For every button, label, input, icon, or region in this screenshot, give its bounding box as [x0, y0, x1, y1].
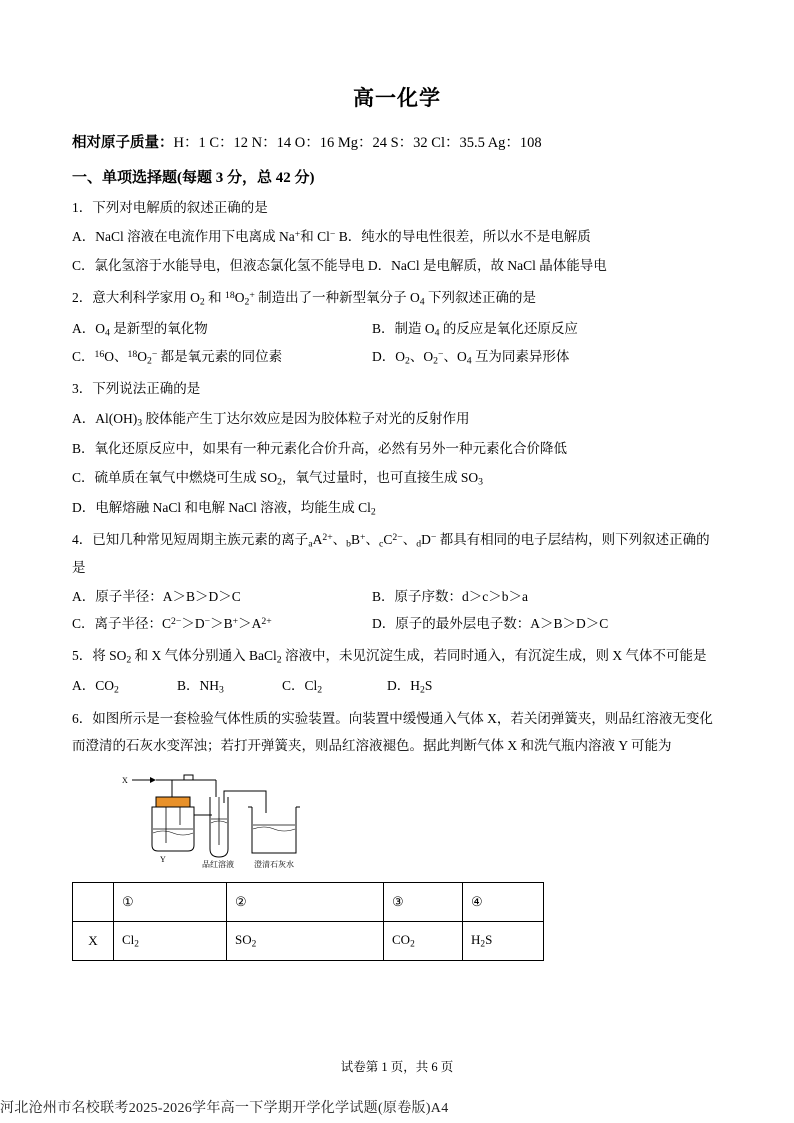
option-c[interactable]: C．$^{16}$O、$^{18}O_2^-$ 都是氧元素的同位素 — [72, 348, 283, 367]
option-row — [72, 315, 722, 343]
option-b[interactable]: B．氧化还原反应中，如果有一种元素化合价升高，必然有另外一种元素化合价降低 — [72, 440, 568, 456]
question-5-number: 5． — [72, 648, 93, 664]
option-b[interactable]: B．纯水的导电性很差，所以水不是电解质 — [338, 229, 591, 245]
option-row — [72, 223, 722, 250]
option-a[interactable]: A．NaCl 溶液在电流作用下电离成 Na+和 Cl− — [72, 229, 336, 245]
figure-label-x: X — [122, 775, 128, 785]
option-a[interactable]: A．原子半径：A＞B＞D＞C — [72, 589, 241, 605]
option-a[interactable]: A．$Al(OH)_3$ 胶体能产生丁达尔效应是因为胶体粒子对光的反射作用 — [72, 410, 470, 429]
table-header-row — [73, 882, 544, 921]
option-d[interactable]: D．$H_2S$ — [387, 678, 433, 696]
option-a[interactable]: A．$CO_2$ — [72, 678, 119, 696]
table-cell-4: $H_2S$ — [463, 921, 544, 960]
option-row — [72, 343, 722, 371]
question-3-text: 下列说法正确的是 — [92, 381, 201, 397]
question-2-stem: 2．意大利科学家用 $O_2$ 和 $^{18}O_2^+$ 制造出了一种新型氧分子 $O_4$ 下列叙述正确的是 — [72, 290, 537, 308]
option-c[interactable]: C．$Cl_2$ — [282, 678, 323, 696]
question-2-number: 2． — [72, 290, 93, 306]
option-b[interactable]: B．原子序数：d＞c＞b＞a — [372, 589, 528, 605]
option-row — [72, 610, 722, 637]
option-b[interactable]: B．制造 $O_4$ 的反应是氧化还原反应 — [372, 320, 578, 339]
footer-source: 河北沧州市名校联考2025-2026学年高一下学期开学化学试题(原卷版)A4 — [0, 1101, 449, 1116]
question-3-options — [72, 405, 722, 522]
option-c[interactable]: C．氯化氢溶于水能导电，但液态氯化氢不能导电 — [72, 258, 368, 274]
table-cell-3: $CO_2$ — [384, 921, 463, 960]
option-a[interactable]: A．$O_4$ 是新型的氧化物 — [72, 320, 208, 339]
option-row — [72, 583, 722, 610]
option-d[interactable]: D．原子的最外层电子数：A＞B＞D＞C — [372, 616, 609, 632]
atomic-mass-values: H：1 C：12 N：14 O：16 Mg：24 S：32 Cl：35.5 Ag：108 — [173, 135, 542, 151]
table-header-2: ② — [227, 882, 384, 921]
table-header-1: ① — [114, 882, 227, 921]
option-c[interactable]: C．离子半径：$C^{2-}>D^->B^+>A^{2+}$ — [72, 615, 272, 632]
table-header-4: ④ — [463, 882, 544, 921]
question-3-stem — [72, 376, 722, 402]
question-2-options — [72, 315, 722, 371]
table-cell-2: $SO_2$ — [227, 921, 384, 960]
option-b[interactable]: B．$NH_3$ — [177, 678, 224, 696]
atomic-mass-label: 相对原子质量： — [72, 135, 174, 151]
table-row-label: X — [73, 921, 114, 960]
question-3-number: 3． — [72, 381, 93, 397]
option-d[interactable]: D．NaCl 是电解质，故 NaCl 晶体能导电 — [367, 258, 607, 274]
question-4-options — [72, 583, 722, 637]
table-cell-1: $Cl_2$ — [114, 921, 227, 960]
atomic-mass-line — [72, 130, 722, 156]
section-heading: 一、单项选择题(每题 3 分，总 42 分) — [72, 170, 315, 187]
question-1-options — [72, 223, 722, 279]
option-c[interactable]: C．硫单质在氧气中燃烧可生成 $SO_2$，氧气过量时，也可直接生成 $SO_3$ — [72, 469, 483, 488]
apparatus-diagram — [120, 767, 380, 872]
page-title: 高一化学 — [353, 86, 441, 110]
figure-caption-2: 澄清石灰水 — [254, 859, 294, 869]
question-1-stem — [72, 195, 722, 221]
footer-page-number: 试卷第 1 页，共 6 页 — [340, 1060, 454, 1074]
option-row — [72, 252, 722, 279]
figure-caption-1: 品红溶液 — [202, 859, 234, 869]
question-6-number: 6． — [72, 711, 93, 727]
question-1-number: 1． — [72, 200, 93, 216]
question-6-text: 如图所示是一套检验气体性质的实验装置。向装置中缓慢通入气体 X，若关闭弹簧夹，则品红溶液无变化而澄清的石灰水变浑浊；若打开弹簧夹，则品红溶液褪色。据此判断气体 X 和洗气瓶内溶液 Y 可能为 — [72, 711, 713, 753]
question-5-stem: 5．将 $SO_2$ 和 X 气体分别通入 BaCl$_2$ 溶液中，未见沉淀生成，若同时通入，有沉淀生成，则 X 气体不可能是 — [72, 648, 707, 666]
option-d[interactable]: D．电解熔融 NaCl 和电解 NaCl 溶液，均能生成 $Cl_2$ — [72, 499, 376, 517]
figure-label-y: Y — [160, 854, 166, 864]
table-header-3: ③ — [384, 882, 463, 921]
table-row — [73, 921, 544, 960]
question-4-number: 4． — [72, 532, 93, 548]
table-corner-cell — [73, 882, 114, 921]
options-table — [72, 882, 544, 961]
question-4-stem: 4．已知几种常见短周期主族元素的离子$_aA^{2+}$、$_b$B+、$_cC^{2-}$、$_d$D− 都具有相同的电子层结构，则下列叙述正确的是 — [72, 532, 710, 575]
option-d[interactable]: D．$O_2$、$O_2^-$、$O_4$ 互为同素异形体 — [372, 348, 570, 367]
question-5-options — [72, 672, 722, 700]
experiment-figure — [72, 767, 722, 872]
question-1-text: 下列对电解质的叙述正确的是 — [92, 200, 268, 216]
question-6-stem — [72, 706, 722, 759]
